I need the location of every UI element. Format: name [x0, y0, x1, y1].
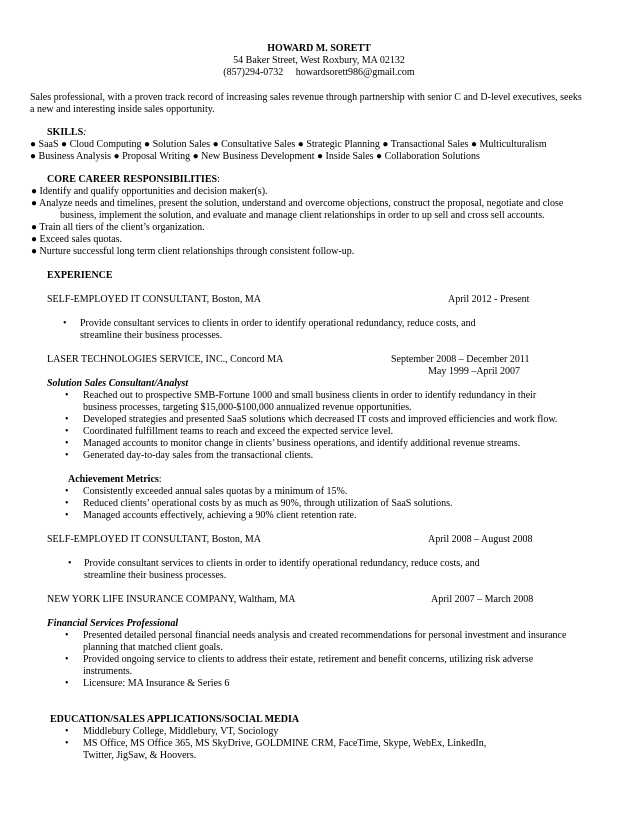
- summary-line-1: Sales professional, with a proven track record of increasing sales revenue through partnership with senior C and D-level executives, seeks: [30, 92, 582, 103]
- core-item: ● Nurture successful long term client relationships through consistent follow-up.: [31, 246, 355, 257]
- bullet-marker: •: [65, 630, 69, 641]
- job-2-date-2: May 1999 –April 2007: [428, 366, 520, 377]
- job-2-bullet: Generated day-to-day sales from the transactional clients.: [83, 450, 314, 461]
- core-heading: [47, 174, 220, 186]
- job-4-date: April 2007 – March 2008: [431, 594, 534, 605]
- job-3-bullet: Provide consultant services to clients in order to identify operational redundancy, reduce costs, and: [84, 558, 480, 569]
- skills-colon: :: [83, 127, 87, 138]
- job-2-bullet: Coordinated fulfillment teams to reach and exceed the expected service level.: [83, 426, 394, 437]
- bullet-marker: •: [68, 558, 72, 569]
- bullet-marker: •: [65, 678, 69, 689]
- education-item-continuation: Twitter, JigSaw, & Hoovers.: [83, 750, 197, 761]
- email[interactable]: howardsorett986@gmail.com: [295, 67, 415, 78]
- job-1-date: April 2012 - Present: [448, 294, 530, 305]
- phone: (857)294-0732: [223, 67, 284, 78]
- achievement-item: Reduced clients’ operational costs by as much as 90%, through utilization of SaaS solutions.: [83, 498, 453, 509]
- bullet-marker: •: [65, 426, 69, 437]
- job-3-date: April 2008 – August 2008: [428, 534, 533, 545]
- candidate-name: HOWARD M. SORETT: [267, 43, 371, 54]
- job-4-title: NEW YORK LIFE INSURANCE COMPANY, Waltham, MA: [47, 594, 296, 605]
- core-item-continuation: business, implement the solution, and evaluate and manage client relationships in order to up sell and cross sell accounts.: [60, 210, 545, 221]
- achievement-heading-text: Achievement Metrics: [68, 474, 159, 485]
- job-4-bullet: Provided ongoing service to clients to address their estate, retirement and benefit concerns, utilizing risk adverse: [83, 654, 534, 665]
- address: 54 Baker Street, West Roxbury, MA 02132: [233, 55, 405, 66]
- core-item: ● Analyze needs and timelines, present the solution, understand and overcome objections, construct the proposal, negotiate and close: [31, 198, 564, 209]
- job-4-bullet: Licensure: MA Insurance & Series 6: [83, 678, 230, 689]
- job-2-role: Solution Sales Consultant/Analyst: [47, 378, 189, 389]
- job-1-bullet-continuation: streamline their business processes.: [80, 330, 223, 341]
- core-heading-text: CORE CAREER RESPONSIBILITIES: [47, 174, 218, 185]
- bullet-marker: •: [65, 498, 69, 509]
- achievement-item: Managed accounts effectively, achieving a 90% client retention rate.: [83, 510, 357, 521]
- core-item: ● Identify and qualify opportunities and decision maker(s).: [31, 186, 268, 197]
- job-4-role: Financial Services Professional: [47, 618, 179, 629]
- bullet-marker: •: [63, 318, 67, 329]
- job-3-title: SELF-EMPLOYED IT CONSULTANT, Boston, MA: [47, 534, 262, 545]
- job-2-bullet: Developed strategies and presented SaaS solutions which decreased IT costs and improved efficiencies and work flow.: [83, 414, 558, 425]
- core-item: ● Train all tiers of the client’s organization.: [31, 222, 205, 233]
- bullet-marker: •: [65, 438, 69, 449]
- skills-heading: [47, 127, 86, 139]
- job-2-bullet-continuation: business processes, targeting $15,000-$100,000 annualized revenue opportunities.: [83, 402, 412, 413]
- core-colon: :: [217, 174, 220, 185]
- bullet-marker: •: [65, 654, 69, 665]
- job-2-bullet: Reached out to prospective SMB-Fortune 1000 and small business clients in order to identify redundancy in their: [83, 390, 537, 401]
- job-3-bullet-continuation: streamline their business processes.: [84, 570, 227, 581]
- core-item: ● Exceed sales quotas.: [31, 234, 123, 245]
- achievement-colon: :: [158, 474, 162, 485]
- education-item: Middlebury College, Middlebury, VT, Sociology: [83, 726, 279, 737]
- job-2-date-1: September 2008 – December 2011: [391, 354, 530, 365]
- job-4-bullet-continuation: planning that matched client goals.: [83, 642, 223, 653]
- skills-line-2: ● Business Analysis ● Proposal Writing ● New Business Development ● Inside Sales ● Collaboration Solutions: [30, 151, 480, 162]
- bullet-marker: •: [65, 486, 69, 497]
- job-2-title: LASER TECHNOLOGIES SERVICE, INC., Concord MA: [47, 354, 284, 365]
- job-1-bullet: Provide consultant services to clients in order to identify operational redundancy, reduce costs, and: [80, 318, 476, 329]
- job-1-title: SELF-EMPLOYED IT CONSULTANT, Boston, MA: [47, 294, 262, 305]
- bullet-marker: •: [65, 414, 69, 425]
- bullet-marker: •: [65, 738, 69, 749]
- experience-heading: EXPERIENCE: [47, 270, 113, 281]
- job-4-bullet-continuation: instruments.: [83, 666, 133, 677]
- skills-line-1: ● SaaS ● Cloud Computing ● Solution Sales ● Consultative Sales ● Strategic Planning ● Transactional Sales ● Multiculturalism: [30, 139, 547, 150]
- education-item: MS Office, MS Office 365, MS SkyDrive, GOLDMINE CRM, FaceTime, Skype, WebEx, LinkedIn,: [83, 738, 487, 749]
- achievement-item: Consistently exceeded annual sales quotas by a minimum of 15%.: [83, 486, 348, 497]
- summary-line-2: a new and interesting inside sales opportunity.: [30, 104, 215, 115]
- bullet-marker: •: [65, 510, 69, 521]
- bullet-marker: •: [65, 450, 69, 461]
- job-4-bullet: Presented detailed personal financial needs analysis and created recommendations for personal investment and insurance: [83, 630, 567, 641]
- education-heading: EDUCATION/SALES APPLICATIONS/SOCIAL MEDIA: [50, 714, 300, 725]
- contact-line: [0, 67, 638, 79]
- achievement-heading: [68, 474, 162, 486]
- bullet-marker: •: [65, 726, 69, 737]
- skills-heading-text: SKILLS: [47, 127, 84, 138]
- job-2-bullet: Managed accounts to monitor change in clients’ business operations, and identify additional revenue streams.: [83, 438, 521, 449]
- bullet-marker: •: [65, 390, 69, 401]
